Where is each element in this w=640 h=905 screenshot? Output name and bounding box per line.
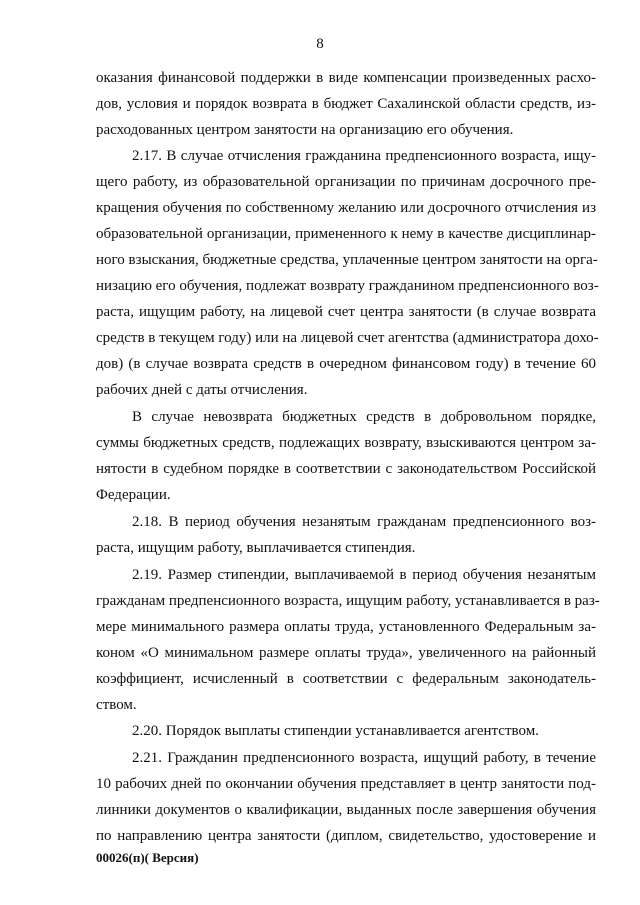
paragraph-first-line: 2.20. Порядок выплаты стипендии устанавливается агентством. [132, 723, 539, 739]
text-line: 10 рабочих дней по окончании обучения представляет в центр занятости под- [96, 776, 596, 792]
text-line: Федерации. [96, 487, 171, 503]
text-line: раста, ищущим работу, на лицевой счет центра занятости (в случае возврата [96, 304, 596, 320]
page-number: 8 [316, 36, 324, 52]
text-line: коэффициент, исчисленный в соответствии с федеральным законодатель- [96, 671, 596, 687]
paragraph-first-line: 2.21. Гражданин предпенсионного возраста, ищущий работу, в течение [132, 750, 596, 766]
text-line: кращения обучения по собственному желанию или досрочного отчисления из [96, 200, 596, 216]
text-line: мере минимального размера оплаты труда, установленного Федеральным за- [96, 619, 596, 635]
text-line: дов, условия и порядок возврата в бюджет Сахалинской области средств, из- [96, 96, 596, 112]
text-line: нятости в судебном порядке в соответствии с законодательством Российской [96, 461, 596, 477]
text-line: щего работу, из образовательной организации по причинам досрочного пре- [96, 174, 596, 190]
paragraph-first-line: 2.18. В период обучения незанятым гражданам предпенсионного воз- [132, 514, 596, 530]
text-line: ного взыскания, бюджетные средства, уплаченные центром занятости на орга- [96, 252, 598, 268]
paragraph-first-line: 2.19. Размер стипендии, выплачиваемой в период обучения незанятым [132, 567, 596, 583]
text-line: расходованных центром занятости на организацию его обучения. [96, 122, 514, 138]
text-line: низацию его обучения, подлежат возврату гражданином предпенсионного воз- [96, 278, 599, 294]
paragraph-first-line: 2.17. В случае отчисления гражданина предпенсионного возраста, ищу- [132, 148, 596, 164]
text-line: суммы бюджетных средств, подлежащих возврату, взыскиваются центром за- [96, 435, 596, 451]
text-line: дов) (в случае возврата средств в очередном финансовом году) в течение 60 [96, 356, 596, 372]
text-line: коном «О минимальном размере оплаты труда», увеличенного на районный [96, 645, 596, 661]
text-line: образовательной организации, примененного к нему в качестве дисциплинар- [96, 226, 596, 242]
text-line: линники документов о квалификации, выданных после завершения обучения [96, 802, 596, 818]
text-line: средств в текущем году) или на лицевой счет агентства (администратора дохо- [96, 330, 599, 346]
text-line: гражданам предпенсионного возраста, ищущим работу, устанавливается в раз- [96, 593, 600, 609]
document-footer-code: 00026(п)( Версия) [96, 850, 199, 865]
paragraph-first-line: В случае невозврата бюджетных средств в добровольном порядке, [132, 409, 596, 425]
text-line: рабочих дней с даты отчисления. [96, 382, 308, 398]
text-line: оказания финансовой поддержки в виде компенсации произведенных расхо- [96, 70, 596, 86]
text-line: ством. [96, 697, 137, 713]
text-line: раста, ищущим работу, выплачивается стипендия. [96, 540, 416, 556]
text-line: по направлению центра занятости (диплом, свидетельство, удостоверение и [96, 828, 596, 844]
